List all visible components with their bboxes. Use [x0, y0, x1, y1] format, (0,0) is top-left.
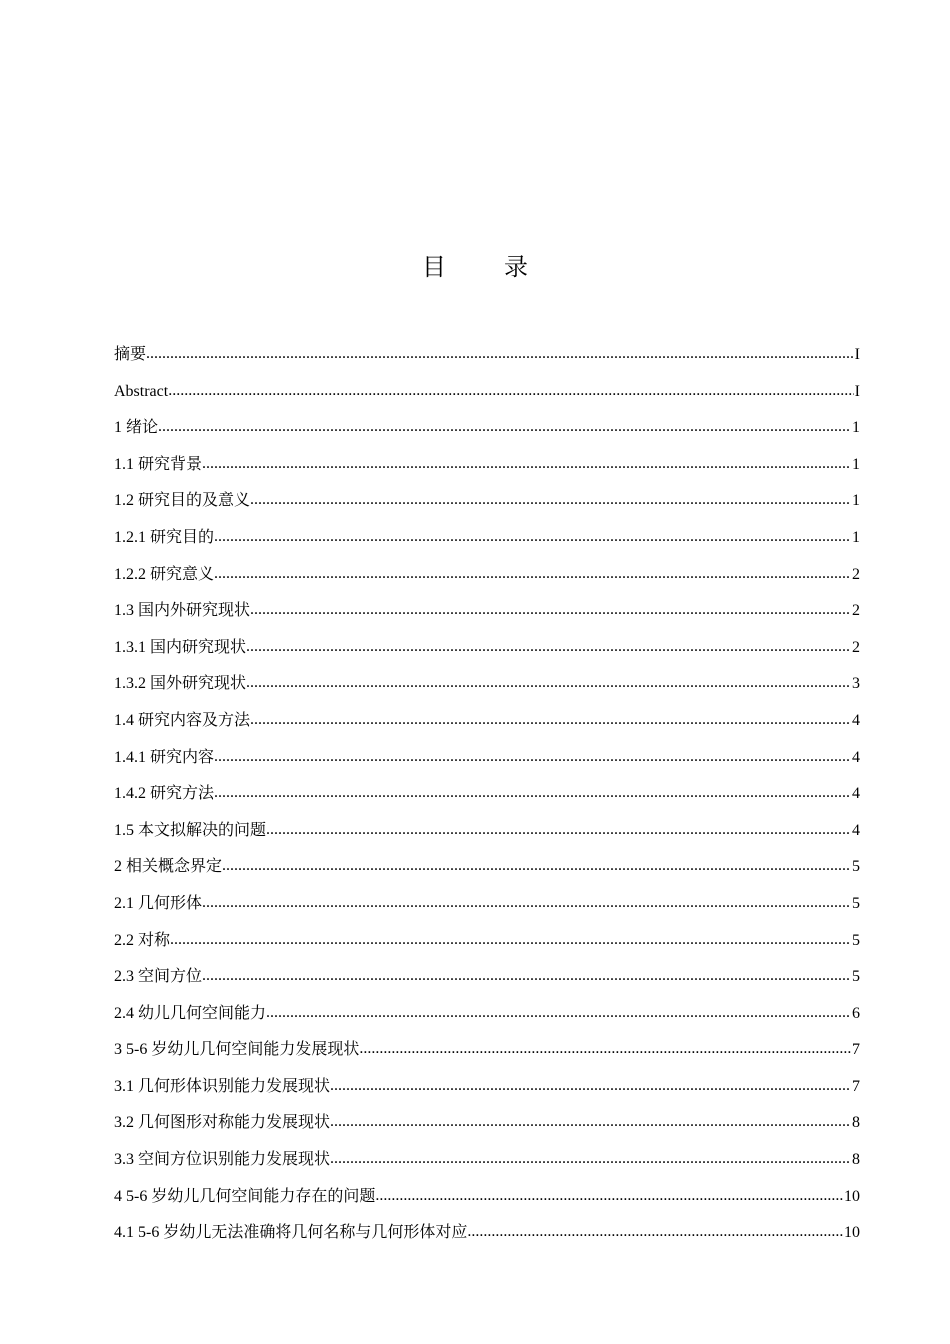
- toc-entry-label: 4.1 5-6 岁幼儿无法准确将几何名称与几何形体对应: [114, 1224, 468, 1242]
- toc-entry-label: 1.3 国内外研究现状: [114, 602, 251, 620]
- toc-dot-leader: [330, 1104, 851, 1141]
- toc-entry[interactable]: [114, 1105, 860, 1142]
- toc-entry-label: 3.2 几何图形对称能力发展现状: [114, 1114, 331, 1132]
- toc-entry[interactable]: [114, 520, 860, 557]
- toc-dot-leader: [158, 409, 851, 446]
- toc-entry-label: 1.5 本文拟解决的问题: [114, 821, 267, 839]
- toc-entry-label: 3.1 几何形体识别能力发展现状: [114, 1077, 331, 1095]
- toc-entry-page-number: I: [854, 346, 860, 363]
- toc-entry[interactable]: [114, 923, 860, 960]
- toc-entry-page-number: 10: [844, 1224, 860, 1242]
- toc-entry-label: 2.4 幼儿几何空间能力: [114, 1004, 267, 1022]
- toc-entry-page-number: 6: [852, 1004, 860, 1022]
- toc-dot-leader: [375, 1178, 843, 1215]
- toc-dot-leader: [202, 446, 851, 483]
- toc-dot-leader: [250, 592, 851, 629]
- toc-dot-leader: [250, 702, 851, 739]
- toc-entry-page-number: I: [854, 382, 860, 400]
- toc-dot-leader: [266, 995, 851, 1032]
- toc-entry[interactable]: [114, 447, 860, 484]
- toc-entry-label: 1 绪论: [114, 419, 159, 437]
- toc-entry[interactable]: [114, 337, 860, 374]
- toc-entry[interactable]: [114, 483, 860, 520]
- toc-list: [114, 337, 860, 1252]
- toc-entry[interactable]: [114, 740, 860, 777]
- toc-dot-leader: [266, 812, 851, 849]
- toc-dot-leader: [146, 336, 854, 373]
- toc-entry-page-number: 2: [852, 565, 860, 583]
- toc-dot-leader: [168, 373, 853, 410]
- toc-entry-label: Abstract: [114, 382, 169, 400]
- toc-entry-page-number: 2: [852, 638, 860, 656]
- toc-entry-label: 3 5-6 岁幼儿几何空间能力发展现状: [114, 1041, 360, 1059]
- toc-entry-page-number: 10: [844, 1187, 860, 1205]
- toc-entry[interactable]: [114, 703, 860, 740]
- toc-entry-page-number: 5: [852, 931, 860, 949]
- toc-entry-label: 2 相关概念界定: [114, 858, 223, 876]
- toc-dot-leader: [170, 922, 851, 959]
- toc-dot-leader: [214, 556, 851, 593]
- toc-entry[interactable]: [114, 776, 860, 813]
- toc-dot-leader: [202, 958, 851, 995]
- toc-entry-label: 1.1 研究背景: [114, 455, 203, 473]
- toc-entry-label: 1.2.1 研究目的: [114, 528, 215, 546]
- toc-dot-leader: [222, 848, 851, 885]
- toc-entry-page-number: 7: [852, 1077, 860, 1095]
- toc-entry[interactable]: [114, 1069, 860, 1106]
- toc-dot-leader: [359, 1031, 851, 1068]
- toc-entry[interactable]: [114, 593, 860, 630]
- toc-dot-leader: [467, 1214, 843, 1251]
- toc-entry-label: 2.1 几何形体: [114, 894, 203, 912]
- toc-entry-page-number: 1: [852, 455, 860, 473]
- toc-entry-page-number: 5: [852, 858, 860, 876]
- toc-entry[interactable]: [114, 666, 860, 703]
- toc-entry-page-number: 1: [852, 419, 860, 437]
- toc-entry-page-number: 8: [852, 1151, 860, 1169]
- toc-entry[interactable]: [114, 374, 860, 411]
- toc-entry-page-number: 4: [852, 821, 860, 839]
- toc-entry-page-number: 1: [852, 492, 860, 510]
- toc-dot-leader: [250, 482, 851, 519]
- toc-dot-leader: [246, 629, 851, 666]
- toc-dot-leader: [330, 1068, 851, 1105]
- toc-entry-label: 4 5-6 岁幼儿几何空间能力存在的问题: [114, 1187, 376, 1205]
- toc-entry-page-number: 8: [852, 1114, 860, 1132]
- toc-entry[interactable]: [114, 1179, 860, 1216]
- toc-entry-label: 1.3.1 国内研究现状: [114, 638, 247, 656]
- toc-entry[interactable]: [114, 557, 860, 594]
- toc-entry-page-number: 1: [852, 528, 860, 546]
- toc-entry[interactable]: [114, 813, 860, 850]
- toc-entry[interactable]: [114, 959, 860, 996]
- toc-dot-leader: [214, 739, 851, 776]
- toc-dot-leader: [214, 519, 851, 556]
- toc-entry-label: 1.4 研究内容及方法: [114, 711, 251, 729]
- toc-entry[interactable]: [114, 886, 860, 923]
- toc-entry-label: 2.3 空间方位: [114, 968, 203, 986]
- toc-entry-label: 2.2 对称: [114, 931, 171, 949]
- toc-entry[interactable]: [114, 410, 860, 447]
- toc-entry[interactable]: [114, 1032, 860, 1069]
- toc-entry-label: 1.2 研究目的及意义: [114, 492, 251, 510]
- toc-entry[interactable]: [114, 1215, 860, 1252]
- toc-entry-label: 摘要: [114, 346, 147, 363]
- toc-entry-page-number: 4: [852, 748, 860, 766]
- toc-entry[interactable]: [114, 630, 860, 667]
- toc-entry-page-number: 3: [852, 675, 860, 693]
- toc-entry-label: 3.3 空间方位识别能力发展现状: [114, 1151, 331, 1169]
- toc-entry-page-number: 4: [852, 711, 860, 729]
- toc-dot-leader: [214, 775, 851, 812]
- toc-entry-page-number: 5: [852, 894, 860, 912]
- toc-title: 目 录: [422, 255, 554, 281]
- toc-entry-page-number: 7: [852, 1041, 860, 1059]
- toc-entry-label: 1.2.2 研究意义: [114, 565, 215, 583]
- toc-dot-leader: [246, 665, 851, 702]
- toc-entry-label: 1.4.2 研究方法: [114, 785, 215, 803]
- toc-entry-page-number: 2: [852, 602, 860, 620]
- toc-entry[interactable]: [114, 849, 860, 886]
- toc-entry-label: 1.3.2 国外研究现状: [114, 675, 247, 693]
- toc-entry-page-number: 4: [852, 785, 860, 803]
- toc-entry-page-number: 5: [852, 968, 860, 986]
- toc-entry[interactable]: [114, 1142, 860, 1179]
- toc-dot-leader: [202, 885, 851, 922]
- toc-entry[interactable]: [114, 996, 860, 1033]
- toc-entry-label: 1.4.1 研究内容: [114, 748, 215, 766]
- toc-dot-leader: [330, 1141, 851, 1178]
